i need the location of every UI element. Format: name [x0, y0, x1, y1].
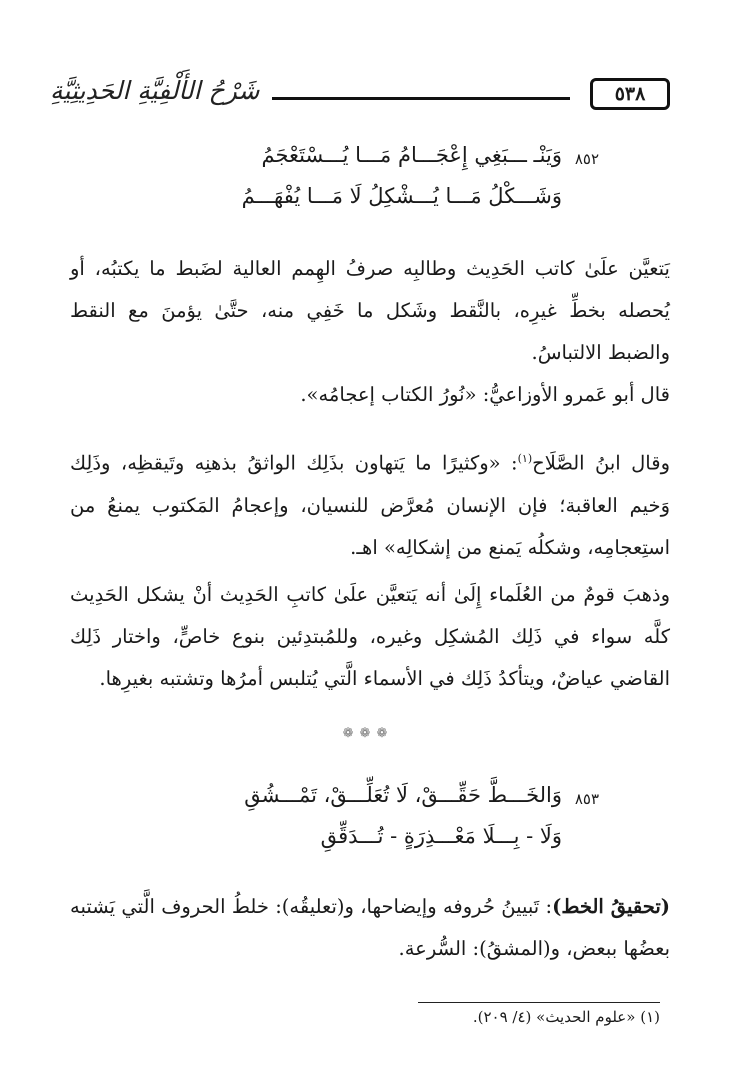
- verse-852-line-1: وَيَنْـ ـــبَغِي إِعْجَـــامُ مَـــا يُـــسْتَعْجَمُ: [261, 143, 562, 167]
- footnote-reference[interactable]: (١): [517, 452, 533, 465]
- section-ornament: ❁❁❁: [342, 726, 394, 741]
- paragraph-3-quote: : «وكثيرًا ما يَتهاون بذَلِك الواثقُ بذهنِه وتَيقظِه، وذَلِك وَخيم العاقبة؛ فإن الإنسان مُعرَّض للنسيان، وإعجامُ المَكتوب يمنعُ من استِعجامِه، وشكلُه يَمنع من إشكالِه» اهـ.: [70, 451, 670, 559]
- header-rule: [272, 97, 570, 100]
- verse-number-853: ٨٥٣: [574, 790, 599, 808]
- explanation-term: (تحقيقُ الخط): [552, 895, 670, 918]
- paragraph-2: قال أبو عَمرو الأوزاعيُّ: «نُورُ الكتاب إعجامُه».: [300, 383, 670, 406]
- paragraph-1: يَتعيَّن علَىٰ كاتب الحَدِيث وطالبِه صرفُ الهِمم العالية لضَبط ما يكتبُه، أو يُحصله بخطِّ غيرِه، بالنَّقط وشَكل ما خَفِي منه، حتَّىٰ يؤمنَ مع النقط والضبط الالتباسُ.: [70, 257, 670, 364]
- paragraph-3: [70, 438, 670, 569]
- page-header: [50, 76, 670, 116]
- verse-853-line-1: وَالخَـــطَّ حَقِّـــقْ، لَا تُعَلِّـــقْ، تَمْـــشُقِ: [244, 783, 562, 807]
- page-number: ٥٣٨: [590, 78, 670, 110]
- verse-852-line-2: وَشَـــكْلُ مَـــا يُـــشْكِلُ لَا مَـــا يُفْهَـــمُ: [241, 184, 562, 208]
- explanation-text: : تَبيينُ حُروفه وإيضاحها، و(تعليقُه): خلطُ الحروف الَّتي يَشتبه بعضُها ببعض، و(المشقُ): السُّرعة.: [70, 895, 670, 960]
- footnote-mark: (١): [640, 1008, 660, 1026]
- paragraph-3-intro: وقال ابنُ الصَّلَاح: [532, 451, 670, 475]
- footnote: [473, 1008, 660, 1026]
- verse-number-852: ٨٥٢: [574, 150, 599, 168]
- running-title: شَرْحُ الأَلْفِيَّةِ الحَدِيثِيَّةِ: [50, 76, 260, 105]
- paragraph-4: وذهبَ قومٌ من العُلَماء إِلَىٰ أنه يَتعيَّن علَىٰ كاتبِ الحَدِيث أنْ يشكل الحَدِيث كلَّه سواء في ذَلِك المُشكِل وغيره، وللمُبتدِئين بنوع خاصٍّ، واختار ذَلِك القاضي عياضٌ، ويتأكدُ ذَلِك في الأسماء الَّتي يُتلبس أمرُها وتشتبه بغيرِها.: [70, 583, 670, 690]
- explanation-paragraph: [70, 886, 670, 970]
- footnote-rule: [418, 1002, 660, 1003]
- verse-853-line-2: وَلَا - بِـــلَا مَعْـــذِرَةٍ - تُـــدَقِّقِ: [320, 824, 562, 848]
- footnote-text: «علوم الحديث» (٤/ ٢٠٩).: [472, 1008, 636, 1026]
